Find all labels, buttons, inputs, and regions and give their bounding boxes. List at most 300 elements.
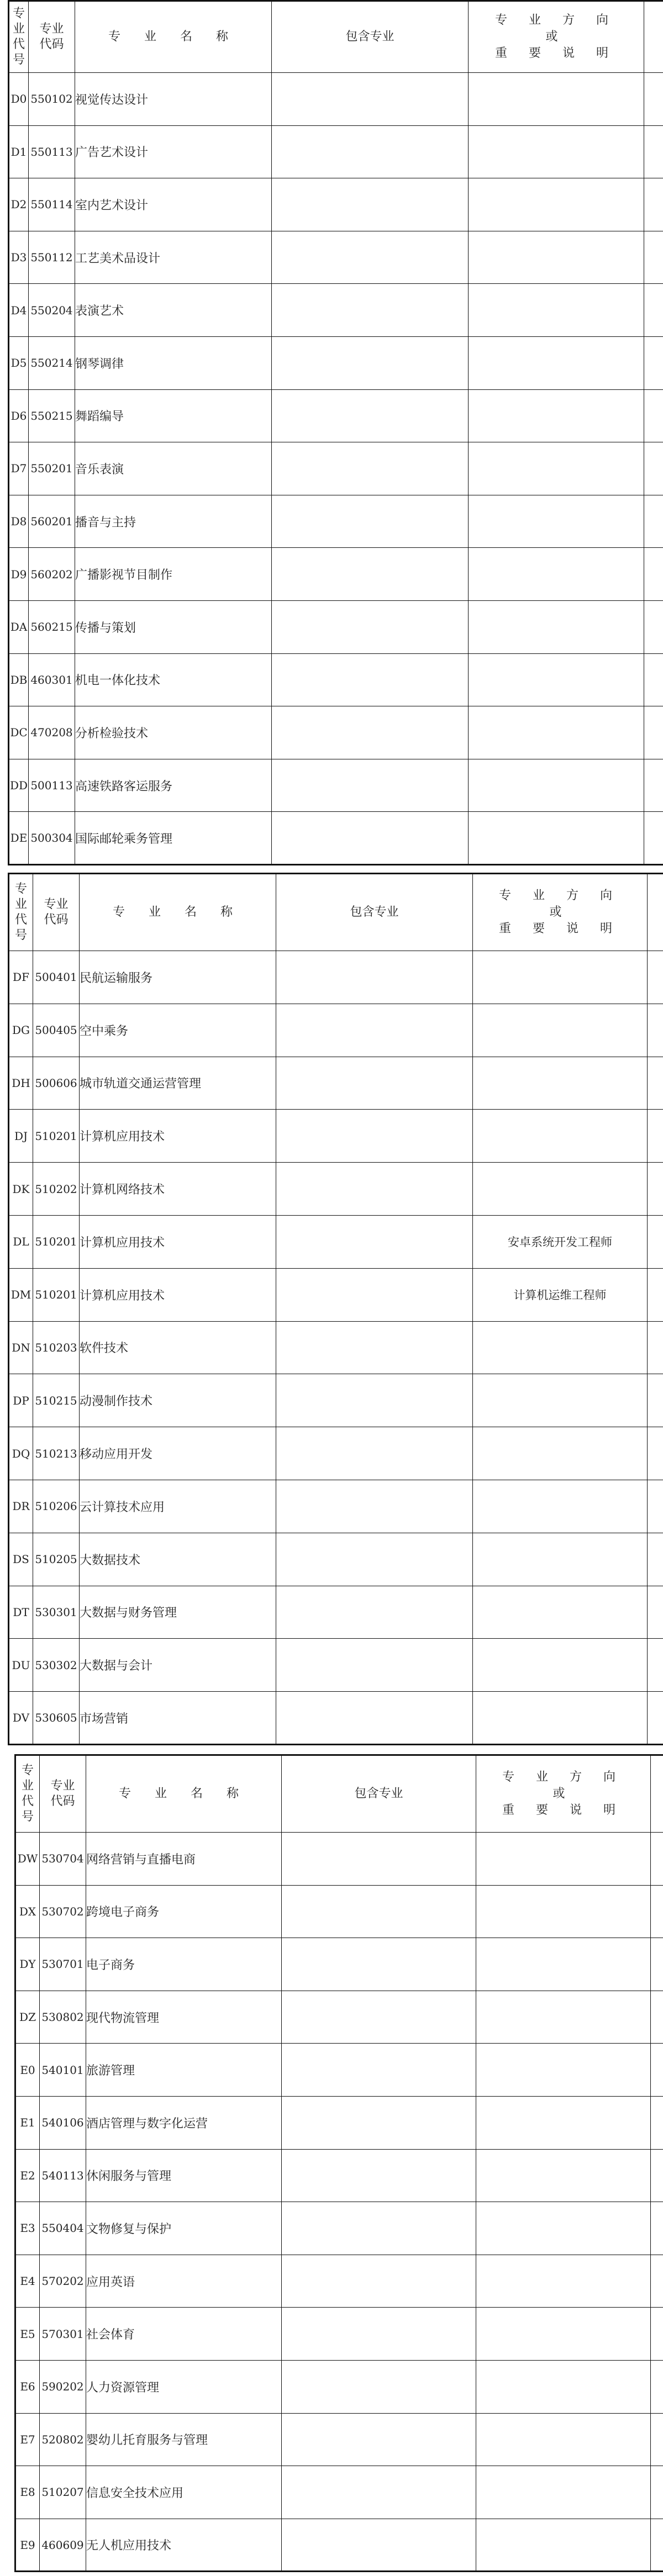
major-number-cell: 540113 [40,2149,86,2202]
direction-note-cell [473,1586,648,1639]
included-majors-cell [272,442,469,495]
direction-note-cell [469,178,644,231]
table-row [15,1991,663,2044]
major-name-cell: 酒店管理与数字化运营 [86,2096,282,2149]
major-code-cell: DR [9,1480,33,1533]
included-majors-cell [272,389,469,442]
major-code-cell: E3 [15,2202,40,2255]
direction-note-cell: 计算机运维工程师 [473,1268,648,1321]
major-number-cell: 530605 [33,1692,80,1745]
major-name-cell: 钢琴调律 [75,336,272,389]
included-majors-cell [276,1268,473,1321]
header-major-number-label: 专业代码 [50,1778,75,1808]
extra-column-cell [651,2096,663,2149]
major-name-cell: 网络营销与直播电商 [86,1833,282,1886]
header-major-name-label: 专 业 名 称 [119,1787,249,1801]
header-major-number [29,1,75,73]
included-majors-cell [276,1692,473,1745]
extra-column-cell [644,389,663,442]
direction-note-cell [469,706,644,759]
extra-column-cell [651,2519,663,2572]
major-code-cell: D7 [9,442,29,495]
header-major-name [86,1755,282,1833]
extra-column-cell [644,442,663,495]
included-majors-cell [276,1004,473,1057]
major-code-cell: DX [15,1885,40,1938]
major-name-cell: 分析检验技术 [75,706,272,759]
major-number-cell: 470208 [29,706,75,759]
major-name-cell: 现代物流管理 [86,1991,282,2044]
extra-column-cell [648,1057,663,1110]
major-name-cell: 社会体育 [86,2308,282,2361]
major-name-cell: 应用英语 [86,2255,282,2308]
extra-column-cell [651,1938,663,1991]
included-majors-cell [272,495,469,548]
direction-note-cell [476,2466,651,2519]
table-row [9,1110,663,1163]
major-number-cell: 560202 [29,548,75,601]
major-name-cell: 工艺美术品设计 [75,231,272,284]
included-majors-cell [272,706,469,759]
header-major-code [9,874,33,951]
header-major-code-label: 专业代号 [12,6,25,67]
major-number-cell: 460301 [29,653,75,706]
major-name-cell: 空中乘务 [80,1004,276,1057]
major-number-cell: 510213 [33,1427,80,1480]
included-majors-cell [282,2360,476,2413]
major-code-cell: D0 [9,73,29,126]
direction-note-cell [476,2202,651,2255]
table-row [9,389,663,442]
extra-column-cell [644,548,663,601]
header-major-name [80,874,276,951]
direction-note-cell [469,125,644,178]
header-major-number [33,874,80,951]
major-number-cell: 550214 [29,336,75,389]
major-number-cell: 510203 [33,1321,80,1374]
major-name-cell: 音乐表演 [75,442,272,495]
major-code-cell: E2 [15,2149,40,2202]
table-row [9,495,663,548]
direction-note-cell [469,231,644,284]
table-row [15,2149,663,2202]
major-table-section-2 [8,873,663,1745]
major-code-cell: E8 [15,2466,40,2519]
major-number-cell: 500405 [33,1004,80,1057]
major-code-cell: DN [9,1321,33,1374]
table-row [9,759,663,812]
table-row [9,1533,663,1586]
extra-column-cell [644,178,663,231]
direction-note-cell [476,1885,651,1938]
major-name-cell: 移动应用开发 [80,1427,276,1480]
header-included-majors-label: 包含专业 [345,30,394,44]
major-code-cell: DD [9,759,29,812]
table-row [15,2466,663,2519]
extra-column-cell [644,495,663,548]
header-direction-note-line-2: 或 [545,30,567,44]
included-majors-cell [282,2044,476,2097]
direction-note-cell [469,442,644,495]
table-row [9,1586,663,1639]
major-name-cell: 无人机应用技术 [86,2519,282,2572]
direction-note-cell [469,336,644,389]
extra-column-cell [644,284,663,337]
extra-column-cell [648,1374,663,1427]
direction-note-cell [476,2096,651,2149]
table-row [9,231,663,284]
included-majors-cell [282,1991,476,2044]
major-name-cell: 城市轨道交通运营管理 [80,1057,276,1110]
table-row [15,1938,663,1991]
included-majors-cell [272,284,469,337]
major-code-cell: DF [9,951,33,1004]
table-row [15,1833,663,1886]
major-number-cell: 590202 [40,2360,86,2413]
major-number-cell: 500113 [29,759,75,812]
table-row [9,336,663,389]
extra-column-cell [651,2413,663,2466]
direction-note-cell [476,1938,651,1991]
table-row [9,1427,663,1480]
extra-column-cell [651,2255,663,2308]
extra-column-cell [648,1427,663,1480]
major-name-cell: 机电一体化技术 [75,653,272,706]
extra-column-cell [644,336,663,389]
included-majors-cell [282,2466,476,2519]
included-majors-cell [282,2519,476,2572]
major-code-cell: DW [15,1833,40,1886]
major-name-cell: 广播影视节目制作 [75,548,272,601]
included-majors-cell [276,1533,473,1586]
table-row [9,548,663,601]
table-row [9,125,663,178]
header-included-majors [272,1,469,73]
included-majors-cell [282,2096,476,2149]
table-row [9,442,663,495]
extra-column-cell [648,1321,663,1374]
major-number-cell: 510207 [40,2466,86,2519]
table-row [15,2519,663,2572]
extra-column-cell [648,1586,663,1639]
major-number-cell: 510201 [33,1268,80,1321]
major-number-cell: 510206 [33,1480,80,1533]
major-name-cell: 视觉传达设计 [75,73,272,126]
extra-column-cell [648,1692,663,1745]
major-code-cell: E4 [15,2255,40,2308]
major-number-cell: 510202 [33,1163,80,1216]
major-code-cell: D6 [9,389,29,442]
major-number-cell: 570301 [40,2308,86,2361]
header-direction-note-line-2: 或 [552,1787,574,1801]
extra-column-cell [644,759,663,812]
direction-note-cell [476,1991,651,2044]
included-majors-cell [276,1480,473,1533]
header-direction-note [476,1755,651,1833]
major-code-cell: E9 [15,2519,40,2572]
extra-column-cell [648,951,663,1004]
included-majors-cell [276,1110,473,1163]
major-table-section-3 [14,1754,663,2572]
extra-column-cell [648,1004,663,1057]
extra-column-cell [651,1991,663,2044]
table-row [9,812,663,865]
extra-column-cell [648,1110,663,1163]
major-name-cell: 民航运输服务 [80,951,276,1004]
extra-column-cell [648,1533,663,1586]
extra-column-cell [648,1639,663,1692]
included-majors-cell [276,951,473,1004]
major-code-cell: D3 [9,231,29,284]
major-number-cell: 530302 [33,1639,80,1692]
included-majors-cell [276,1163,473,1216]
direction-note-cell: 安卓系统开发工程师 [473,1215,648,1268]
header-extra-column [644,1,663,73]
major-name-cell: 高速铁路客运服务 [75,759,272,812]
header-direction-note-line-1: 专 业 方 向 [502,1770,624,1784]
header-direction-note-line-1: 专 业 方 向 [495,13,617,27]
included-majors-cell [272,231,469,284]
major-code-cell: E7 [15,2413,40,2466]
included-majors-cell [282,2308,476,2361]
included-majors-cell [276,1374,473,1427]
direction-note-cell [473,1427,648,1480]
direction-note-cell [476,2519,651,2572]
major-code-cell: DH [9,1057,33,1110]
header-major-number-label: 专业代码 [44,897,69,927]
included-majors-cell [272,336,469,389]
major-code-cell: DS [9,1533,33,1586]
table-row [9,1692,663,1745]
direction-note-cell [476,2044,651,2097]
major-code-cell: DP [9,1374,33,1427]
header-included-majors [276,874,473,951]
included-majors-cell [282,2149,476,2202]
major-code-cell: DZ [15,1991,40,2044]
table-row [15,2255,663,2308]
major-name-cell: 市场营销 [80,1692,276,1745]
major-number-cell: 500606 [33,1057,80,1110]
major-code-cell: D1 [9,125,29,178]
extra-column-cell [644,73,663,126]
included-majors-cell [282,2255,476,2308]
header-major-name-label: 专 业 名 称 [113,905,243,919]
header-major-number [40,1755,86,1833]
table-row [15,2096,663,2149]
direction-note-cell [469,73,644,126]
header-major-code [9,1,29,73]
major-number-cell: 530701 [40,1938,86,1991]
major-name-cell: 动漫制作技术 [80,1374,276,1427]
extra-column-cell [644,812,663,865]
major-number-cell: 500304 [29,812,75,865]
major-name-cell: 电子商务 [86,1938,282,1991]
included-majors-cell [272,759,469,812]
direction-note-cell [476,2255,651,2308]
table-row [9,1163,663,1216]
direction-note-cell [469,389,644,442]
included-majors-cell [272,73,469,126]
included-majors-cell [282,1885,476,1938]
direction-note-cell [473,1533,648,1586]
major-name-cell: 信息安全技术应用 [86,2466,282,2519]
table-row [9,73,663,126]
extra-column-cell [651,1885,663,1938]
included-majors-cell [282,1938,476,1991]
direction-note-cell [473,1163,648,1216]
major-number-cell: 550404 [40,2202,86,2255]
extra-column-cell [651,2466,663,2519]
major-number-cell: 540101 [40,2044,86,2097]
extra-column-cell [651,2308,663,2361]
direction-note-cell [473,1480,648,1533]
major-code-cell: D5 [9,336,29,389]
header-extra-column [651,1755,663,1833]
major-code-cell: DK [9,1163,33,1216]
table-row [15,2044,663,2097]
direction-note-cell [473,1639,648,1692]
major-number-cell: 550215 [29,389,75,442]
major-code-cell: DA [9,600,29,653]
extra-column-cell [644,231,663,284]
major-name-cell: 大数据与会计 [80,1639,276,1692]
direction-note-cell [473,951,648,1004]
major-code-cell: DL [9,1215,33,1268]
table-row [15,2413,663,2466]
included-majors-cell [282,2202,476,2255]
direction-note-cell [473,1321,648,1374]
major-name-cell: 计算机应用技术 [80,1268,276,1321]
extra-column-cell [651,2202,663,2255]
table-row [9,284,663,337]
major-name-cell: 大数据与财务管理 [80,1586,276,1639]
table-row [15,1885,663,1938]
major-name-cell: 休闲服务与管理 [86,2149,282,2202]
major-number-cell: 530301 [33,1586,80,1639]
included-majors-cell [276,1057,473,1110]
header-major-name [75,1,272,73]
included-majors-cell [272,653,469,706]
major-number-cell: 570202 [40,2255,86,2308]
major-name-cell: 舞蹈编导 [75,389,272,442]
included-majors-cell [272,125,469,178]
major-name-cell: 文物修复与保护 [86,2202,282,2255]
major-number-cell: 510215 [33,1374,80,1427]
extra-column-cell [644,125,663,178]
header-included-majors-label: 包含专业 [354,1787,403,1801]
major-number-cell: 550114 [29,178,75,231]
table-row [9,1639,663,1692]
table-row [9,1004,663,1057]
included-majors-cell [282,1833,476,1886]
major-number-cell: 560215 [29,600,75,653]
major-code-cell: DB [9,653,29,706]
included-majors-cell [276,1586,473,1639]
direction-note-cell [473,1374,648,1427]
major-code-cell: DC [9,706,29,759]
direction-note-cell [469,600,644,653]
header-major-code [15,1755,40,1833]
header-major-code-label: 专业代号 [21,1763,34,1824]
header-extra-column [648,874,663,951]
direction-note-cell [469,759,644,812]
included-majors-cell [276,1321,473,1374]
table-row [9,653,663,706]
major-number-cell: 530704 [40,1833,86,1886]
extra-column-cell [644,706,663,759]
major-number-cell: 520802 [40,2413,86,2466]
included-majors-cell [272,812,469,865]
extra-column-cell [651,2149,663,2202]
included-majors-cell [282,2413,476,2466]
extra-column-cell [648,1215,663,1268]
major-number-cell: 460609 [40,2519,86,2572]
major-number-cell: 550112 [29,231,75,284]
table-row [9,1321,663,1374]
major-code-cell: E5 [15,2308,40,2361]
header-direction-note-line-3: 重 要 说 明 [499,922,621,936]
major-number-cell: 500401 [33,951,80,1004]
header-included-majors-label: 包含专业 [350,905,399,919]
header-direction-note-line-3: 重 要 说 明 [495,46,617,60]
major-name-cell: 跨境电子商务 [86,1885,282,1938]
major-number-cell: 560201 [29,495,75,548]
table-row [9,706,663,759]
direction-note-cell [476,2149,651,2202]
table-row [9,600,663,653]
major-code-cell: D2 [9,178,29,231]
table-row [9,1374,663,1427]
direction-note-cell [476,1833,651,1886]
table-row [15,2308,663,2361]
major-code-cell: DM [9,1268,33,1321]
header-major-number-label: 专业代码 [39,22,64,51]
major-code-cell: DJ [9,1110,33,1163]
header-included-majors [282,1755,476,1833]
extra-column-cell [648,1163,663,1216]
direction-note-cell [469,495,644,548]
table-row [15,2360,663,2413]
direction-note-cell [476,2308,651,2361]
header-major-name-label: 专 业 名 称 [108,30,238,44]
major-number-cell: 540106 [40,2096,86,2149]
table-row [9,1480,663,1533]
direction-note-cell [473,1692,648,1745]
included-majors-cell [276,1639,473,1692]
major-code-cell: DG [9,1004,33,1057]
major-code-cell: DT [9,1586,33,1639]
header-direction-note-line-3: 重 要 说 明 [502,1803,624,1817]
major-name-cell: 人力资源管理 [86,2360,282,2413]
major-number-cell: 510201 [33,1215,80,1268]
table-row [9,1215,663,1268]
direction-note-cell [469,284,644,337]
table-row [9,1268,663,1321]
major-name-cell: 播音与主持 [75,495,272,548]
major-code-cell: D8 [9,495,29,548]
major-name-cell: 计算机网络技术 [80,1163,276,1216]
extra-column-cell [651,2044,663,2097]
major-code-cell: DE [9,812,29,865]
major-number-cell: 550201 [29,442,75,495]
header-direction-note-line-1: 专 业 方 向 [499,889,621,902]
header-major-code-label: 专业代号 [14,881,27,942]
major-name-cell: 大数据技术 [80,1533,276,1586]
major-number-cell: 530802 [40,1991,86,2044]
major-code-cell: DV [9,1692,33,1745]
major-name-cell: 室内艺术设计 [75,178,272,231]
direction-note-cell [469,548,644,601]
